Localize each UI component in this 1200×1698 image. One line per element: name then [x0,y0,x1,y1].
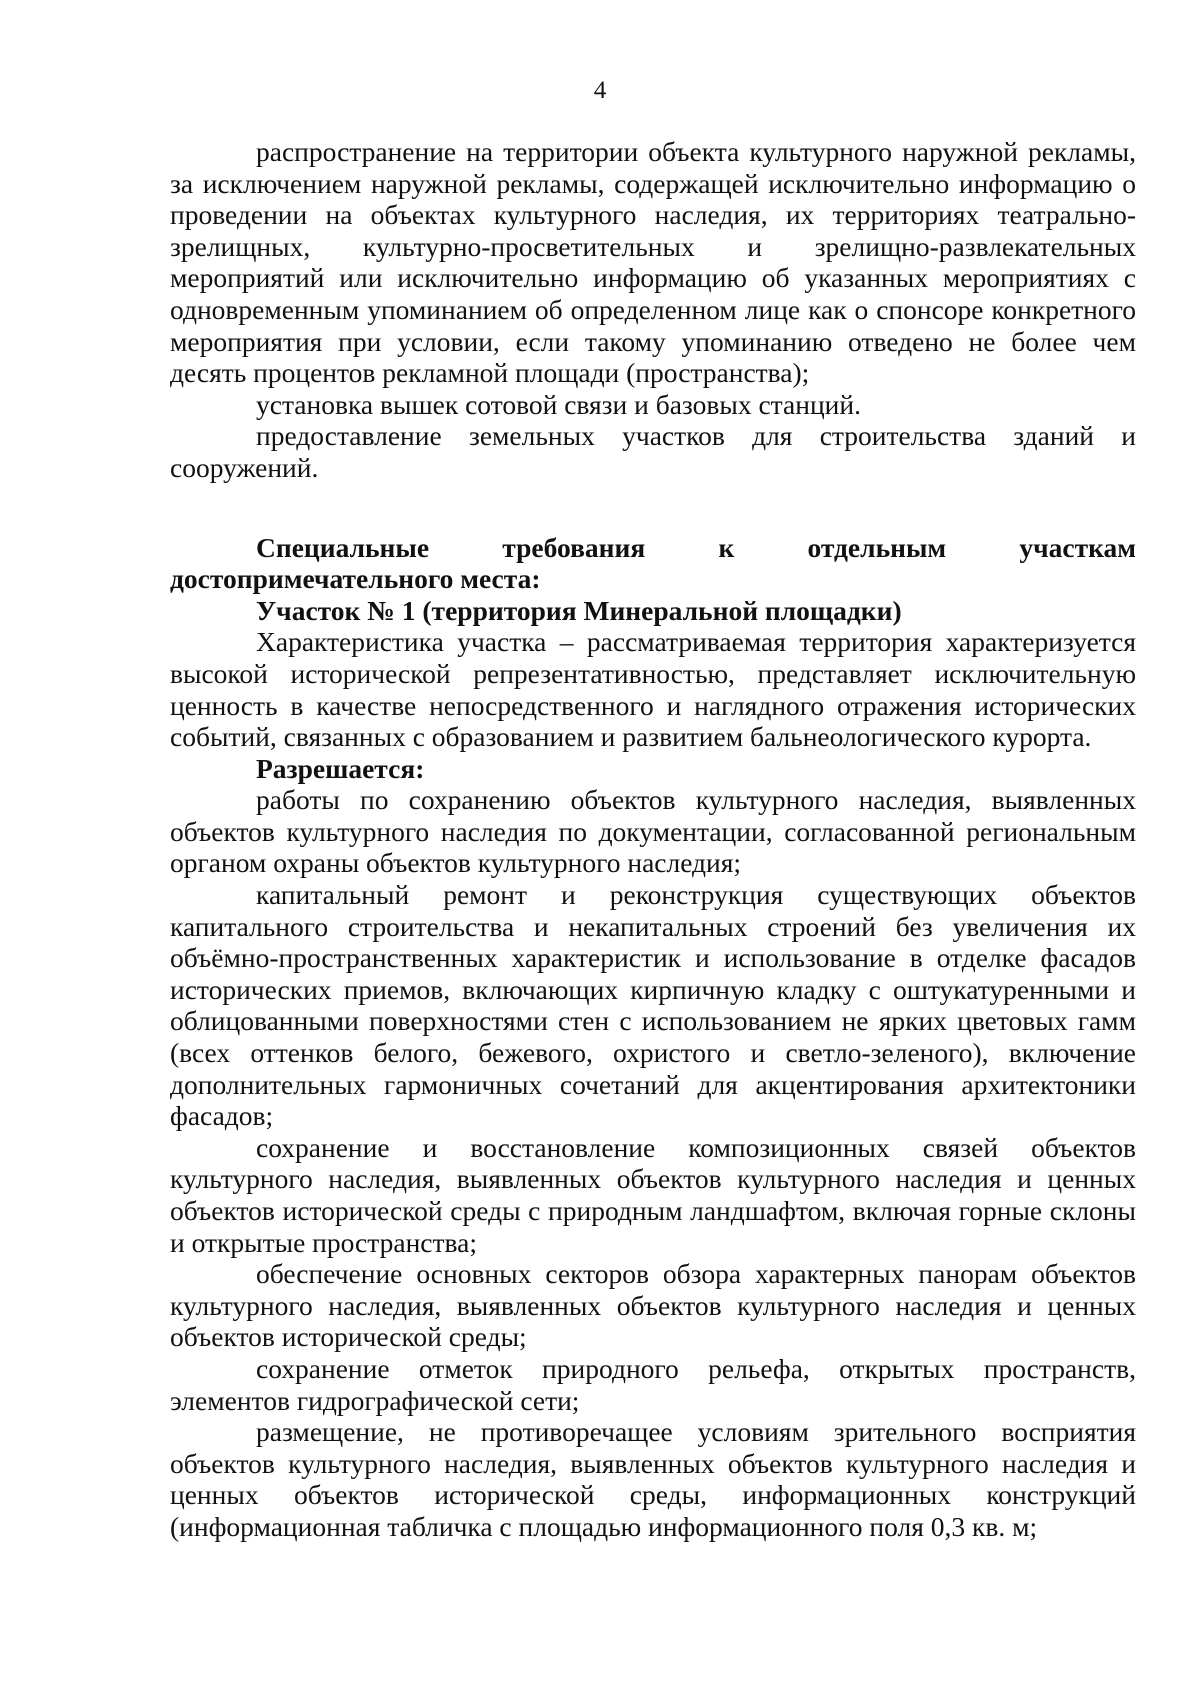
list-item-panorama-sectors: обеспечение основных секторов обзора характерных панорам объектов культурного наследия, выявленных объектов культурного наследия и ценных объектов исторической среды; [170,1258,1136,1353]
list-item-capital-repair: капитальный ремонт и реконструкция существующих объектов капитального строительства и некапитальных строений без увеличения их объёмно-пространственных характеристик и использование в отделке фасадов исторических приемов, включающих кирпичную кладку с оштукатуренными и облицованными поверхностями стен с использованием не ярких цветовых гамм (всех оттенков белого, бежевого, охристого и светло-зеленого), включение дополнительных гармоничных сочетаний для акцентирования архитектоники фасадов; [170,879,1136,1132]
paragraph-cell-towers: установка вышек сотовой связи и базовых станций. [256,388,861,420]
list-item-composition-links: сохранение и восстановление композиционных связей объектов культурного наследия, выявленных объектов культурного наследия и ценных объектов исторической среды с природным ландшафтом, включая горные склоны и открытые пространства; [170,1131,1136,1258]
section-heading-special-requirements: Специальные требования к отдельным участкам достопримечательного места: [170,531,1136,595]
document-body [170,136,1136,1543]
list-item-preservation-works: работы по сохранению объектов культурного наследия, выявленных объектов культурного наследия по документации, согласованной региональным органом охраны объектов культурного наследия; [170,784,1136,879]
list-item-relief-preservation: сохранение отметок природного рельефа, открытых пространств, элементов гидрографической сети; [170,1352,1136,1416]
paragraph-plot-characteristics: Характеристика участка – рассматриваемая территория характеризуется высокой исторической репрезентативностью, представляет исключительную ценность в качестве непосредственного и наглядного отражения исторических событий, связанных с образованием и развитием бальнеологического курорта. [170,626,1136,753]
list-item-info-constructions: размещение, не противоречащее условиям зрительного восприятия объектов культурного наследия, выявленных объектов культурного наследия и ценных объектов исторической среды, информационных конструкций (информационная табличка с площадью информационного поля 0,3 кв. м; [170,1416,1136,1542]
page-number: 4 [593,77,607,104]
subsection-heading-plot-1: Участок № 1 (территория Минеральной площадки) [256,594,902,626]
subsection-heading-allowed: Разрешается: [256,752,425,784]
paragraph-land-plots: предоставление земельных участков для строительства зданий и сооружений. [170,420,1136,483]
paragraph-outdoor-advertising: распространение на территории объекта культурного наружной рекламы, за исключением наружной рекламы, содержащей исключительно информацию о проведении на объектах культурного наследия, их территориях театрально-зрелищных, культурно-просветительных и зрелищно-развлекательных мероприятий или исключительно информацию об указанных мероприятиях с одновременным упоминанием об определенном лице как о спонсоре конкретного мероприятия при условии, если такому упоминанию отведено не более чем десять процентов рекламной площади (пространства); [170,136,1136,389]
